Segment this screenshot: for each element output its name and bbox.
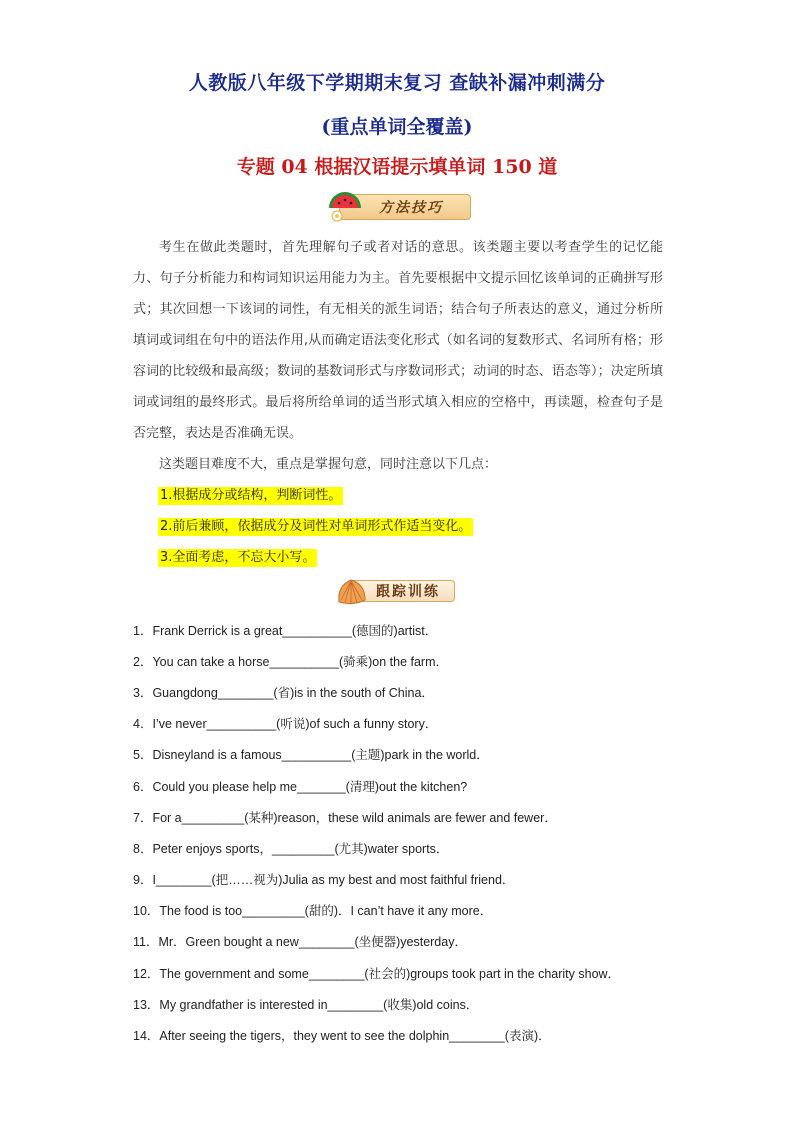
question-item: 1．Frank Derrick is a great__________(德国的)artist．	[133, 623, 438, 638]
practice-badge-label: 跟踪训练	[376, 584, 440, 600]
question-item: 4．I’ve never__________(听说)of such a funny story．	[133, 717, 438, 732]
question-item: 13．My grandfather is interested in________(收集)old coins．	[133, 997, 479, 1012]
topic-heading: 专题 04 根据汉语提示填单词 150 道	[236, 156, 558, 178]
tip-item: 3.全面考虑，不忘大小写。	[160, 549, 316, 565]
intro-paragraph: 考生在做此类题时，首先理解句子或者对话的意思。该类题主要以考查学生的记忆能力、句子分析能力和构词知识运用能力为主。首先要根据中文提示回忆该单词的正确拼写形式；其次回想一下该词的词性，有无相关的派生词语；结合句子所表达的意义，通过分析所填词或词组在句中的语法作用,从而确定语法变化形式（如名词的复数形式、名词所有格；形容词的比较级和最高级；数词的基数词形式与序数词形式；动词的时态、语态等）；决定所填词或词组的最终形式。最后将所给单词的适当形式填入相应的空格中，再读题，检查句子是否完整，表达是否准确无误。	[133, 240, 663, 441]
intro-paragraph: 这类题目难度不大，重点是掌握句意，同时注意以下几点：	[159, 457, 498, 472]
practice-badge	[335, 574, 459, 608]
question-item: 6．Could you please help me_______(清理)out the kitchen?	[133, 779, 468, 794]
question-item: 14．After seeing the tigers，they went to see the dolphin________(表演)．	[133, 1029, 551, 1044]
watermelon-icon	[325, 190, 365, 224]
question-item: 7．For a_________(某种)reason，these wild animals are fewer and fewer．	[133, 810, 557, 825]
question-item: 5．Disneyland is a famous__________(主题)park in the world．	[133, 748, 489, 763]
question-item: 8．Peter enjoys sports，_________(尤其)water sports．	[133, 841, 449, 856]
question-item: 10．The food is too_________(甜的)．I can’t have it any more．	[133, 904, 493, 919]
shell-icon	[335, 576, 369, 608]
document-subtitle: (重点单词全覆盖)	[321, 116, 473, 138]
intro-text	[133, 232, 663, 480]
document-title: 人教版八年级下学期期末复习 查缺补漏冲刺满分	[188, 72, 606, 94]
question-item: 9．I________(把……视为)Julia as my best and most faithful friend．	[133, 873, 515, 888]
method-badge	[325, 188, 475, 226]
question-item: 3．Guangdong________(省)is in the south of China．	[133, 685, 434, 700]
question-item: 11．Mr．Green bought a new________(坐便器)yesterday．	[133, 935, 467, 950]
tip-item: 2.前后兼顾，依据成分及词性对单词形式作适当变化。	[160, 518, 472, 534]
question-item: 2．You can take a horse__________(骑乘)on the farm．	[133, 654, 449, 669]
question-item: 12．The government and some________(社会的)groups took part in the charity show．	[133, 966, 621, 981]
question-list	[133, 614, 693, 1051]
tip-item: 1.根据成分或结构，判断词性。	[160, 487, 342, 503]
tips-list	[158, 480, 473, 573]
method-badge-label: 方法技巧	[379, 200, 443, 216]
